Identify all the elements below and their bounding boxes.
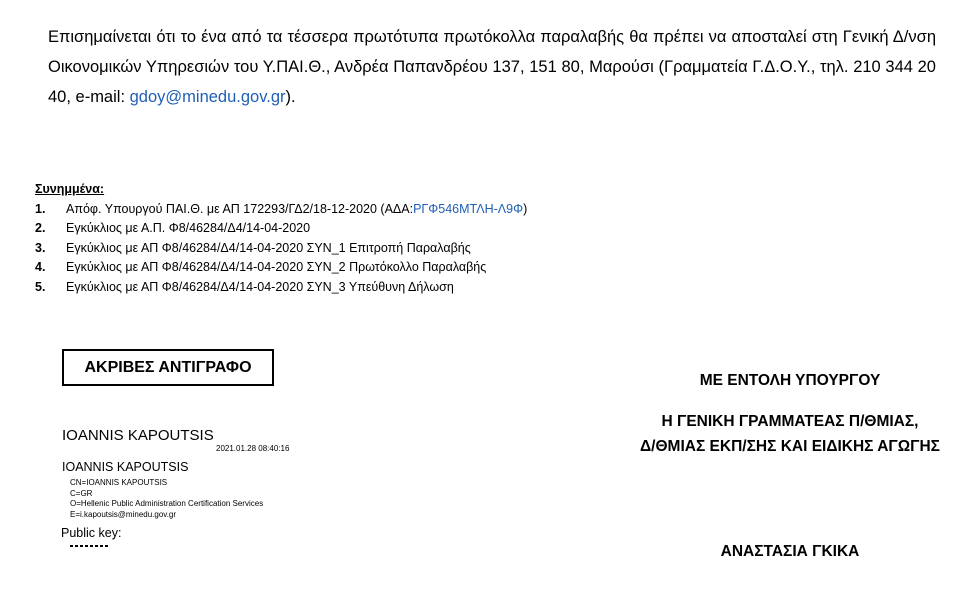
exact-copy-box: ΑΚΡΙΒΕΣ ΑΝΤΙΓΡΑΦΟ bbox=[62, 349, 274, 386]
signature-date: 2021.01.28 08:40:16 bbox=[216, 444, 290, 453]
item-number: 5. bbox=[35, 279, 46, 294]
secretary-title bbox=[610, 409, 970, 459]
list-item bbox=[35, 239, 527, 259]
signature-name: IOANNIS KAPOUTSIS bbox=[62, 427, 214, 444]
item-text: Εγκύκλιος με ΑΠ Φ8/46284/Δ4/14-04-2020 ΣΥΝ_3 Υπεύθυνη Δήλωση bbox=[66, 279, 454, 294]
intro-text-end: ). bbox=[285, 88, 296, 106]
item-text: Απόφ. Υπουργού ΠΑΙ.Θ. με ΑΠ 172293/ΓΔ2/18-12-2020 (ΑΔΑ:ΡΓΦ546ΜΤΛΗ-Λ9Φ) bbox=[66, 201, 528, 216]
item-number: 4. bbox=[35, 260, 46, 274]
item-number: 1. bbox=[35, 201, 46, 216]
list-item bbox=[35, 200, 527, 220]
secretary-title-line1: Η ΓΕΝΙΚΗ ΓΡΑΜΜΑΤΕΑΣ Π/ΘΜΙΑΣ, bbox=[661, 413, 919, 430]
public-key-truncated bbox=[70, 545, 130, 548]
signature-details bbox=[70, 478, 263, 520]
signer-name: ΑΝΑΣΤΑΣΙΑ ΓΚΙΚΑ bbox=[720, 543, 860, 560]
item-text: Εγκύκλιος με Α.Π. Φ8/46284/Δ4/14-04-2020 bbox=[66, 221, 311, 235]
attachments-list bbox=[35, 180, 527, 297]
signature-email: E=i.kapoutsis@minedu.gov.gr bbox=[70, 509, 177, 519]
public-key-label: Public key: bbox=[61, 526, 122, 540]
intro-paragraph bbox=[48, 22, 936, 112]
signature-cn: CN=IOANNIS KAPOUTSIS bbox=[70, 478, 168, 487]
signature-name-secondary: IOANNIS KAPOUTSIS bbox=[62, 460, 189, 474]
item-text: Εγκύκλιος με ΑΠ Φ8/46284/Δ4/14-04-2020 ΣΥΝ_1 Επιτροπή Παραλαβής bbox=[66, 240, 471, 255]
email-link[interactable]: gdoy@minedu.gov.gr bbox=[129, 88, 286, 106]
list-item bbox=[35, 278, 527, 298]
secretary-title-line2: Δ/ΘΜΙΑΣ ΕΚΠ/ΣΗΣ ΚΑΙ ΕΙΔΙΚΗΣ ΑΓΩΓΗΣ bbox=[640, 438, 940, 455]
list-item bbox=[35, 258, 527, 278]
minister-order-heading: ΜΕ ΕΝΤΟΛΗ ΥΠΟΥΡΓΟΥ bbox=[699, 372, 881, 389]
item-number: 2. bbox=[35, 221, 46, 235]
list-item bbox=[35, 219, 527, 239]
intro-text: Επισημαίνεται ότι το ένα από τα τέσσερα πρωτότυπα πρωτόκολλα παραλαβής θα πρέπει να αποσταλεί στη Γενική Δ/νση Οικονομικών Υπηρεσιών του Υ.ΠΑΙ.Θ., Ανδρέα Παπανδρέου 137, 151 80, Μαρούσι (Γραμματεία Γ.Δ.Ο.Υ., τηλ. 210 344 20 40, e-mail: bbox=[48, 28, 936, 106]
item-text: Εγκύκλιος με ΑΠ Φ8/46284/Δ4/14-04-2020 ΣΥΝ_2 Πρωτόκολλο Παραλαβής bbox=[66, 260, 487, 274]
signature-country: C=GR bbox=[70, 488, 93, 498]
ada-code: ΡΓΦ546ΜΤΛΗ-Λ9Φ bbox=[413, 201, 524, 216]
attachments-title: Συνημμένα: bbox=[35, 182, 105, 196]
signature-org: O=Hellenic Public Administration Certification Services bbox=[70, 499, 264, 508]
item-number: 3. bbox=[35, 240, 46, 255]
